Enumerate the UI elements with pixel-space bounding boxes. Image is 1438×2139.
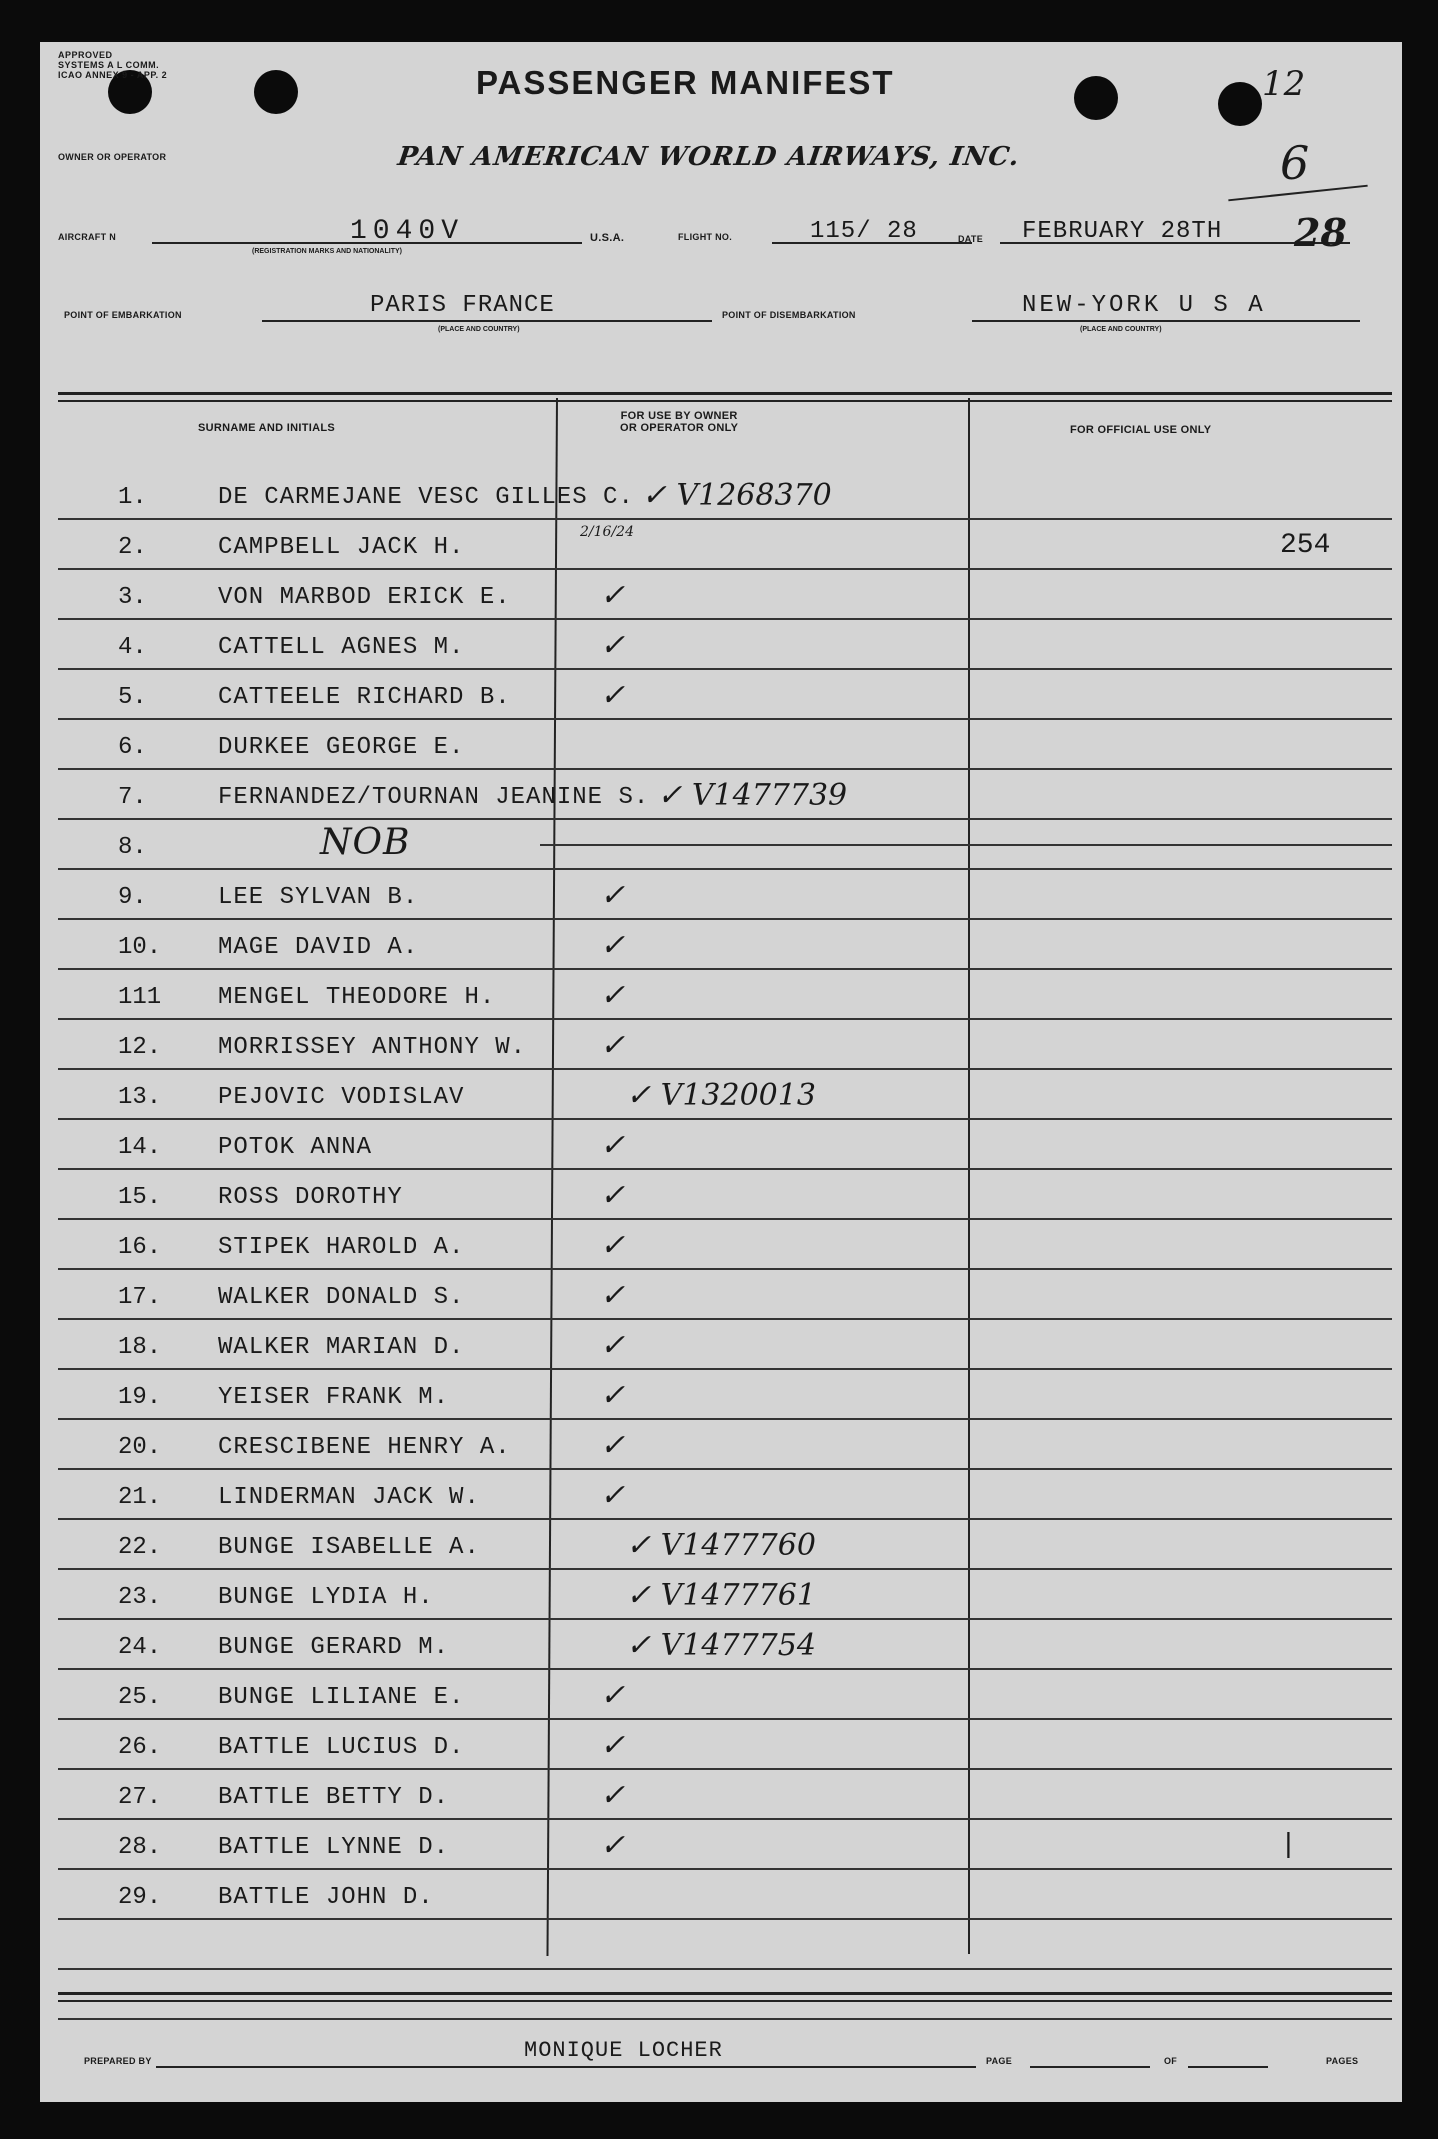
- passenger-name: NOB: [320, 822, 411, 863]
- owner-mark: ✓: [600, 1378, 626, 1413]
- passenger-name: DURKEE GEORGE E.: [218, 734, 465, 761]
- passenger-name: MORRISSEY ANTHONY W.: [218, 1034, 527, 1061]
- passenger-row: [40, 970, 1402, 1020]
- owner-mark: ✓: [600, 578, 626, 613]
- aircraft-label: AIRCRAFT N: [58, 232, 116, 242]
- passenger-row: [40, 470, 1402, 520]
- passenger-row: [40, 1420, 1402, 1470]
- form-title: PASSENGER MANIFEST: [476, 64, 895, 101]
- col-surname-header: SURNAME AND INITIALS: [198, 422, 335, 434]
- passenger-number: 17.: [118, 1284, 162, 1311]
- passenger-number: 10.: [118, 934, 162, 961]
- official-mark: |: [1280, 1830, 1297, 1861]
- owner-mark: ✓: [600, 1328, 626, 1363]
- passenger-name: FERNANDEZ/TOURNAN JEANINE S.: [218, 784, 650, 811]
- approval-line: APPROVED: [58, 50, 113, 60]
- passenger-row: [40, 1720, 1402, 1770]
- passenger-name: PEJOVIC VODISLAV: [218, 1084, 465, 1111]
- passenger-name: CAMPBELL JACK H.: [218, 534, 465, 561]
- passenger-number: 5.: [118, 684, 147, 711]
- owner-mark: ✓: [600, 878, 626, 913]
- passenger-number: 7.: [118, 784, 147, 811]
- passenger-name: BATTLE LUCIUS D.: [218, 1734, 465, 1761]
- passenger-name: MAGE DAVID A.: [218, 934, 419, 961]
- passenger-name: CRESCIBENE HENRY A.: [218, 1434, 511, 1461]
- approval-line: SYSTEMS A L COMM.: [58, 60, 160, 70]
- passenger-number: 111: [118, 984, 162, 1011]
- passenger-number: 24.: [118, 1634, 162, 1661]
- form-approval: [58, 50, 167, 80]
- passenger-name: CATTEELE RICHARD B.: [218, 684, 511, 711]
- page-underline: [1030, 2066, 1150, 2068]
- passenger-name: BUNGE LILIANE E.: [218, 1684, 465, 1711]
- owner-mark: ✓: [600, 1428, 626, 1463]
- embarkation-underline: [262, 320, 712, 322]
- passenger-number: 28.: [118, 1834, 162, 1861]
- approval-line: ICAO ANNEX 9 - APP. 2: [58, 70, 168, 80]
- passenger-name: BUNGE LYDIA H.: [218, 1584, 434, 1611]
- disembarkation-value: NEW-YORK U S A: [1022, 292, 1266, 319]
- passenger-name: LINDERMAN JACK W.: [218, 1484, 480, 1511]
- passenger-name: MENGEL THEODORE H.: [218, 984, 496, 1011]
- row-rule: [540, 844, 1392, 846]
- passenger-name: DE CARMEJANE VESC GILLES C.: [218, 484, 634, 511]
- passenger-number: 16.: [118, 1234, 162, 1261]
- manifest-page: [40, 42, 1402, 2102]
- passenger-row: [40, 870, 1402, 920]
- passenger-name: CATTELL AGNES M.: [218, 634, 465, 661]
- table-top-rule-2: [58, 400, 1392, 402]
- passenger-number: 6.: [118, 734, 147, 761]
- owner-mark: ✓: [600, 928, 626, 963]
- passenger-row: [40, 1670, 1402, 1720]
- table-top-rule: [58, 392, 1392, 395]
- passenger-name: ROSS DOROTHY: [218, 1184, 403, 1211]
- punch-hole-2: [254, 70, 298, 114]
- owner-mark: ✓: [600, 978, 626, 1013]
- col-owner-line: OR OPERATOR ONLY: [620, 422, 739, 434]
- passenger-name: BATTLE BETTY D.: [218, 1784, 450, 1811]
- passenger-row: [40, 1570, 1402, 1620]
- owner-mark: 2/16/24: [580, 524, 634, 540]
- passenger-number: 3.: [118, 584, 147, 611]
- passenger-number: 14.: [118, 1134, 162, 1161]
- passenger-name: YEISER FRANK M.: [218, 1384, 450, 1411]
- owner-mark: ✓ V1477739: [657, 778, 848, 813]
- passenger-number: 9.: [118, 884, 147, 911]
- prepared-value: MONIQUE LOCHER: [524, 2038, 723, 2063]
- owner-mark: ✓: [600, 628, 626, 663]
- date-label: DATE: [958, 234, 984, 244]
- owner-mark: ✓: [600, 1278, 626, 1313]
- passenger-row: [40, 570, 1402, 620]
- passenger-number: 12.: [118, 1034, 162, 1061]
- embarkation-caption: (PLACE AND COUNTRY): [438, 326, 520, 333]
- passenger-row: [40, 1020, 1402, 1070]
- prepared-label: PREPARED BY: [84, 2056, 152, 2066]
- passenger-number: 27.: [118, 1784, 162, 1811]
- passenger-row: [40, 1820, 1402, 1870]
- empty-row: [40, 1970, 1402, 2020]
- embarkation-value: PARIS FRANCE: [370, 292, 555, 319]
- passenger-number: 19.: [118, 1384, 162, 1411]
- official-mark: 254: [1280, 530, 1331, 561]
- passenger-row: [40, 1270, 1402, 1320]
- disembarkation-caption: (PLACE AND COUNTRY): [1080, 326, 1162, 333]
- owner-mark: ✓ V1477761: [626, 1578, 816, 1613]
- owner-mark: ✓: [600, 1028, 626, 1063]
- passenger-row: [40, 1170, 1402, 1220]
- passenger-number: 4.: [118, 634, 147, 661]
- owner-mark: ✓ V1268370: [641, 478, 832, 513]
- passenger-row: [40, 1120, 1402, 1170]
- passenger-number: 15.: [118, 1184, 162, 1211]
- owner-mark: ✓: [600, 1228, 626, 1263]
- date-corner: 28: [1294, 210, 1347, 255]
- passenger-row: [40, 1220, 1402, 1270]
- passenger-row: [40, 1770, 1402, 1820]
- passenger-name: VON MARBOD ERICK E.: [218, 584, 511, 611]
- aircraft-value: 1040V: [350, 216, 465, 247]
- col-owner-line: FOR USE BY OWNER: [620, 410, 738, 422]
- passenger-number: 22.: [118, 1534, 162, 1561]
- passenger-row: [40, 520, 1402, 570]
- owner-label: OWNER OR OPERATOR: [58, 152, 167, 162]
- owner-mark: ✓: [600, 1728, 626, 1763]
- punch-hole-4: [1218, 82, 1262, 126]
- owner-mark: ✓: [600, 1678, 626, 1713]
- punch-hole-3: [1074, 76, 1118, 120]
- embarkation-label: POINT OF EMBARKATION: [64, 310, 182, 320]
- flight-value: 115/ 28: [810, 218, 918, 245]
- flight-label: FLIGHT NO.: [678, 232, 732, 242]
- passenger-number: 23.: [118, 1584, 162, 1611]
- passenger-number: 26.: [118, 1734, 162, 1761]
- passenger-row: [40, 1470, 1402, 1520]
- col-official-header: FOR OFFICIAL USE ONLY: [1070, 424, 1212, 436]
- col-owner-header: [620, 410, 738, 434]
- pages-label: PAGES: [1326, 2056, 1359, 2066]
- of-underline: [1188, 2066, 1268, 2068]
- disembarkation-underline: [972, 320, 1360, 322]
- registration-caption: (REGISTRATION MARKS AND NATIONALITY): [252, 248, 402, 255]
- passenger-row: [40, 620, 1402, 670]
- passenger-number: 18.: [118, 1334, 162, 1361]
- table-bottom-rule-2: [58, 2000, 1392, 2002]
- nationality: U.S.A.: [590, 232, 625, 244]
- owner-value: PAN AMERICAN WORLD AIRWAYS, INC.: [395, 142, 1022, 172]
- disembarkation-label: POINT OF DISEMBARKATION: [722, 310, 856, 320]
- owner-mark: ✓: [600, 1828, 626, 1863]
- passenger-number: 20.: [118, 1434, 162, 1461]
- page-label: PAGE: [986, 2056, 1013, 2066]
- owner-mark: ✓: [600, 1778, 626, 1813]
- passenger-number: 8.: [118, 834, 147, 861]
- passenger-row: [40, 670, 1402, 720]
- owner-mark: ✓: [600, 1128, 626, 1163]
- owner-mark: ✓ V1320013: [626, 1078, 816, 1113]
- passenger-number: 21.: [118, 1484, 162, 1511]
- owner-mark: ✓: [600, 1478, 626, 1513]
- passenger-row: [40, 920, 1402, 970]
- owner-mark: ✓ V1477754: [626, 1628, 816, 1663]
- header-marks: 12: [1262, 64, 1306, 104]
- passenger-name: BATTLE JOHN D.: [218, 1884, 434, 1911]
- corner-number: 6: [1280, 136, 1310, 190]
- passenger-row: [40, 1620, 1402, 1670]
- passenger-row: [40, 1370, 1402, 1420]
- row-rule: [58, 2018, 1392, 2020]
- passenger-number: 13.: [118, 1084, 162, 1111]
- passenger-name: BUNGE ISABELLE A.: [218, 1534, 480, 1561]
- passenger-row: [40, 820, 1402, 870]
- of-label: OF: [1164, 2056, 1178, 2066]
- date-value: FEBRUARY 28TH: [1022, 218, 1223, 245]
- passenger-row: [40, 720, 1402, 770]
- passenger-row: [40, 1070, 1402, 1120]
- passenger-name: POTOK ANNA: [218, 1134, 373, 1161]
- passenger-row: [40, 1320, 1402, 1370]
- passenger-number: 1.: [118, 484, 147, 511]
- passenger-row: [40, 770, 1402, 820]
- passenger-row: [40, 1870, 1402, 1920]
- passenger-number: 29.: [118, 1884, 162, 1911]
- passenger-name: LEE SYLVAN B.: [218, 884, 419, 911]
- table-bottom-rule: [58, 1992, 1392, 1995]
- passenger-name: WALKER DONALD S.: [218, 1284, 465, 1311]
- passenger-number: 25.: [118, 1684, 162, 1711]
- passenger-name: WALKER MARIAN D.: [218, 1334, 465, 1361]
- passenger-number: 2.: [118, 534, 147, 561]
- owner-mark: ✓: [600, 1178, 626, 1213]
- prepared-underline: [156, 2066, 976, 2068]
- owner-mark: ✓: [600, 678, 626, 713]
- passenger-name: BATTLE LYNNE D.: [218, 1834, 450, 1861]
- passenger-row: [40, 1520, 1402, 1570]
- empty-row: [40, 1920, 1402, 1970]
- passenger-name: STIPEK HAROLD A.: [218, 1234, 465, 1261]
- owner-mark: ✓ V1477760: [626, 1528, 816, 1563]
- passenger-name: BUNGE GERARD M.: [218, 1634, 450, 1661]
